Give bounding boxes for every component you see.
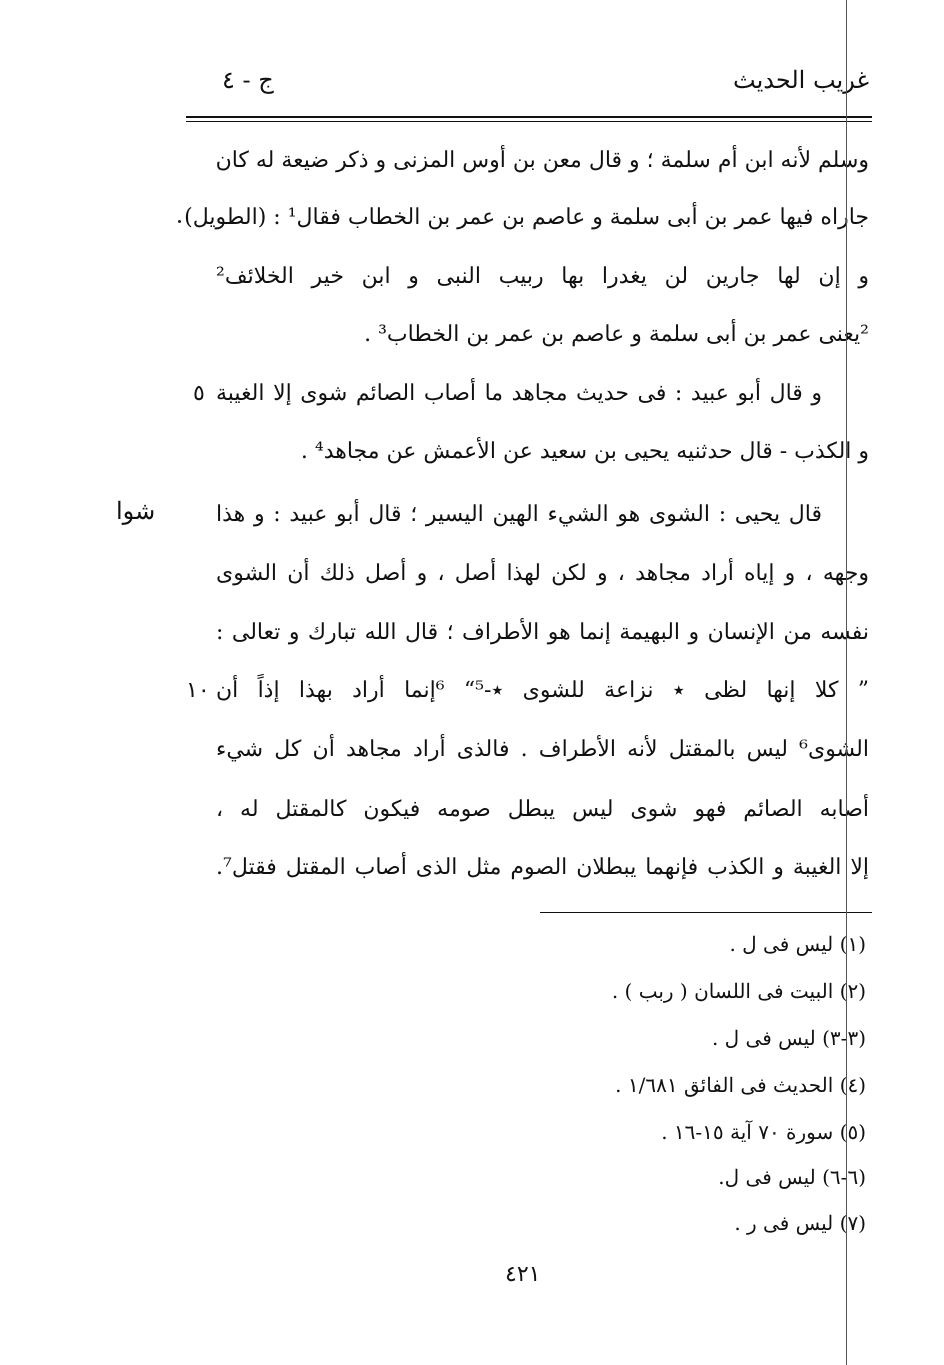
text-line: وسلم لأنه ابن أم سلمة ؛ و قال معن بن أوس المزنى و ذكر ضيعة له كان [215,148,869,173]
binding-fold-line [846,0,847,1365]
line-number: ٥ [193,381,205,406]
header-rule-thin [186,121,872,122]
footnote: (٤) الحديث فى الفائق ١/٦٨١ . [615,1073,866,1097]
text-line: الشوى⁶ ليس بالمقتل لأنه الأطراف . فالذى أراد مجاهد أن كل شيء [216,737,869,762]
header-rule-thick [186,116,872,118]
text-line: و قال أبو عبيد : فى حديث مجاهد ما أصاب الصائم شوى إلا الغيبة [216,381,822,406]
volume-label: ج - ٤ [222,66,274,94]
footnote: (٢) البيت فى اللسان ( ربب ) . [611,979,866,1003]
text-line: ²يعنى عمر بن أبى سلمة و عاصم بن عمر بن الخطاب³ . [364,322,869,347]
text-line: إلا الغيبة و الكذب فإنهما يبطلان الصوم مثل الذى أصاب المقتل فقتل⁷. [216,855,869,880]
stray-mark [178,220,181,223]
text-line: جاراه فيها عمر بن أبى سلمة و عاصم بن عمر بن الخطاب فقال¹ : (الطويل) [184,205,869,230]
text-line: و الكذب - قال حدثنيه يحيى بن سعيد عن الأعمش عن مجاهد⁴ . [300,439,869,464]
footnote: (١) ليس فى ل . [729,932,866,956]
text-line: نفسه من الإنسان و البهيمة إنما هو الأطراف ؛ قال الله تبارك و تعالى : [216,620,869,645]
footnote: (٦-٦) ليس فى ل. [718,1165,866,1189]
footnote: (٧) ليس فى ر . [734,1211,866,1235]
line-number: ١٠ [186,678,210,703]
quran-line: ” كلا إنها لظى ٭ نزاعة للشوى ٭-⁵“ ⁶إنما أراد بهذا إذاً أن [216,678,869,703]
footnote: (٣-٣) ليس فى ل . [711,1026,866,1050]
footnote: (٥) سورة ٧٠ آية ١٥-١٦ . [661,1120,866,1144]
text-line: أصابه الصائم فهو شوى ليس يبطل صومه فيكون كالمقتل له ، [216,797,869,822]
footnote-rule [540,912,872,913]
margin-note: شوا [116,497,156,525]
running-title: غريب الحديث [733,66,869,94]
page-number: ٤٢١ [505,1262,541,1287]
text-line: قال يحيى : الشوى هو الشيء الهين اليسير ؛ قال أبو عبيد : و هذا [216,502,822,527]
verse-line: و إن لها جارين لن يغدرا بها ربيب النبى و ابن خير الخلائف² [216,264,869,289]
text-line: وجهه ، و إياه أراد مجاهد ، و لكن لهذا أصل ، و أصل ذلك أن الشوى [216,561,869,586]
